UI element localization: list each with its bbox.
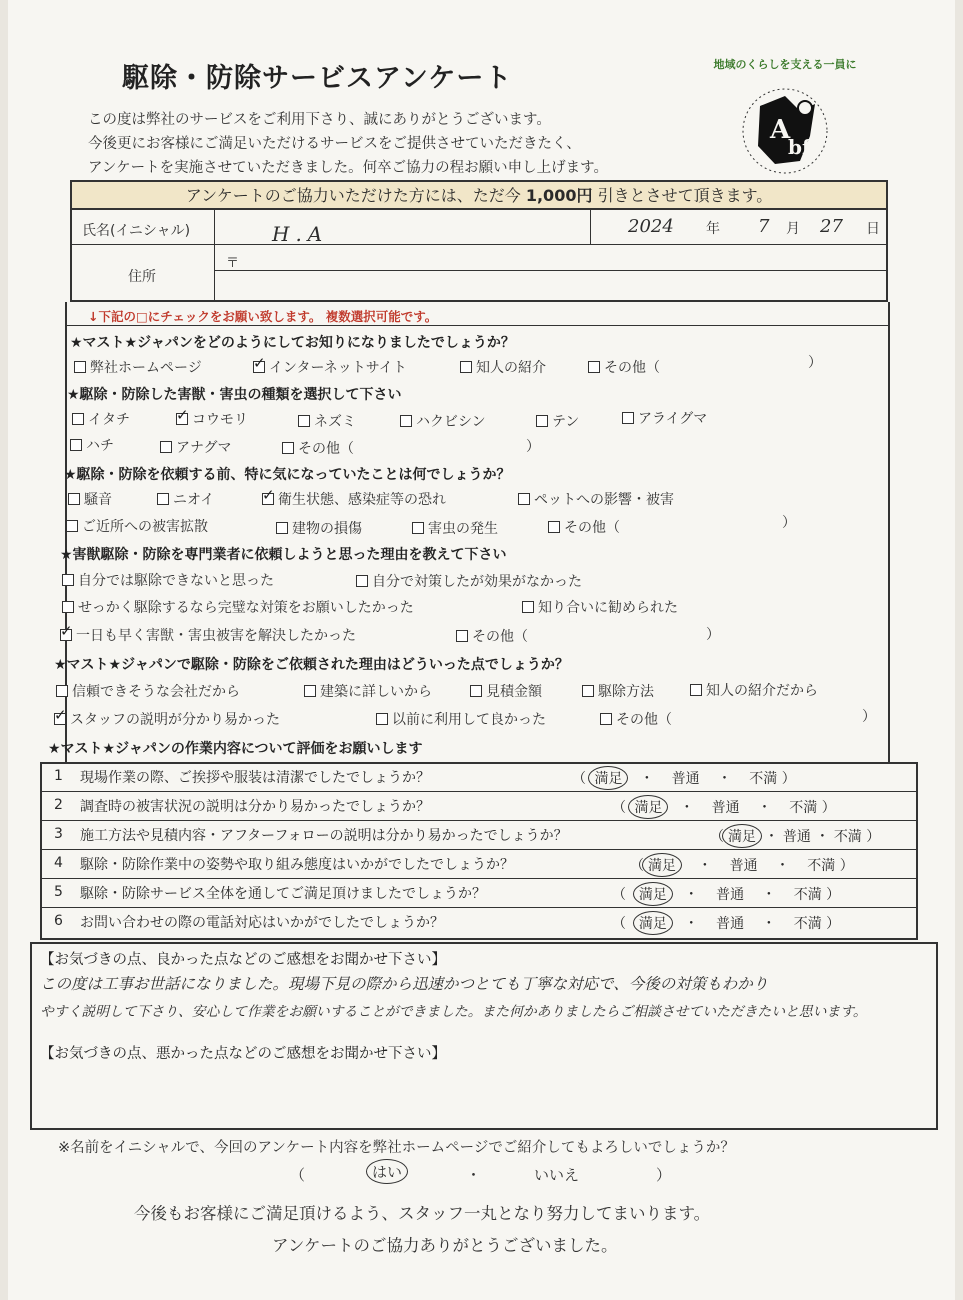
checkbox-icon xyxy=(160,441,172,453)
question-title: ★駆除・防除した害獣・害虫の種類を選択して下さい xyxy=(67,387,402,403)
svg-text:A: A xyxy=(770,115,791,145)
checkbox-icon xyxy=(66,520,78,532)
checkbox-option[interactable]: ご近所への被害拡散 xyxy=(66,516,208,536)
checkbox-icon xyxy=(74,361,86,373)
good-comment-text[interactable]: やすく説明して下さり、安心して作業をお願いすることができました。また何かありましたらご相談させていただきたいと思います。 xyxy=(40,1004,867,1020)
rating-number: 6 xyxy=(54,913,63,929)
closing-line: 今後もお客様にご満足頂けるよう、スタッフ一丸となり努力してまいります。 xyxy=(134,1204,711,1223)
checkbox-option[interactable]: ✓ インターネットサイト xyxy=(253,357,407,377)
close-paren: ） xyxy=(808,355,822,371)
good-comment-label: 【お気づきの点、良かった点などのご感想をお聞かせ下さい】 xyxy=(40,952,446,968)
checkbox-option[interactable]: アライグマ xyxy=(622,408,707,428)
checkbox-icon xyxy=(622,412,634,424)
page-title: 駆除・防除サービスアンケート xyxy=(122,63,513,94)
rating-question: 現場作業の際、ご挨拶や服装は清潔でしたでしょうか？ xyxy=(80,770,430,786)
address-label: 住所 xyxy=(128,269,156,285)
checkbox-icon xyxy=(276,522,288,534)
checkbox-icon xyxy=(470,685,482,697)
checkbox-icon xyxy=(62,574,74,586)
intro-line: この度は弊社のサービスをご利用下さり、誠にありがとうございます。 xyxy=(88,112,551,128)
rating-title: ★マスト★ジャパンの作業内容について評価をお願いします xyxy=(48,741,423,757)
rating-question: 調査時の被害状況の説明は分かり易かったでしょうか？ xyxy=(80,799,430,815)
divider xyxy=(70,244,888,245)
checkbox-icon xyxy=(536,415,548,427)
checkbox-option[interactable]: ✓スタッフの説明が分かり易かった xyxy=(54,709,280,729)
question-title: ★マスト★ジャパンで駆除・防除をご依頼された理由はどういった点でしょうか？ xyxy=(54,657,569,673)
date-year[interactable]: 2024 xyxy=(628,216,674,237)
checkbox-checked-icon xyxy=(176,413,188,425)
rating-selected[interactable]: 満足 xyxy=(642,853,682,877)
checkbox-checked-icon xyxy=(60,629,72,641)
rating-row xyxy=(40,762,918,792)
name-value[interactable]: H.A xyxy=(272,222,329,246)
checkbox-option[interactable]: ✓ 衛生状態、感染症等の恐れ xyxy=(262,489,446,509)
checkbox-option[interactable]: 見積金額 xyxy=(470,681,542,701)
bad-comment-label: 【お気づきの点、悪かった点などのご感想をお聞かせ下さい】 xyxy=(40,1046,446,1062)
checkbox-checked-icon xyxy=(253,361,265,373)
checkbox-icon xyxy=(582,685,594,697)
consent-paren-open: （ xyxy=(290,1166,306,1184)
checkbox-option[interactable]: 信頼できそうな会社だから xyxy=(56,681,240,701)
checkbox-option[interactable]: 知人の紹介だから xyxy=(690,680,818,700)
checkbox-option[interactable]: アナグマ xyxy=(160,437,231,457)
checkbox-option[interactable]: 駆除方法 xyxy=(582,681,654,701)
rating-selected[interactable]: 満足 xyxy=(628,795,668,819)
rating-row xyxy=(40,849,918,879)
rating-choices[interactable]: （ 満足 ・ 普通 ・ 不満 ） xyxy=(612,884,840,904)
checkbox-option[interactable]: ✓一日も早く害獣・害虫被害を解決したかった xyxy=(60,625,356,645)
close-paren: ） xyxy=(782,515,796,531)
checkbox-option[interactable]: その他（ xyxy=(600,709,672,729)
checkbox-icon xyxy=(304,685,316,697)
svg-text:bf: bf xyxy=(788,135,811,159)
checkbox-icon xyxy=(460,361,472,373)
checkbox-icon xyxy=(68,493,80,505)
rating-row xyxy=(40,878,918,908)
question-title: ★害獣駆除・防除を専門業者に依頼しようと思った理由を教えて下さい xyxy=(60,547,507,563)
checkbox-icon xyxy=(72,413,84,425)
checkbox-icon xyxy=(518,493,530,505)
checkbox-option[interactable]: ハクビシン xyxy=(400,411,486,431)
rating-choices[interactable]: （ 満足 ・ 普通 ・ 不満 ） xyxy=(572,768,796,788)
checkbox-option[interactable]: 以前に利用して良かった xyxy=(376,709,546,729)
divider xyxy=(65,325,890,326)
close-paren: ） xyxy=(862,709,876,725)
discount-banner xyxy=(70,180,888,210)
checkbox-icon xyxy=(282,442,294,454)
checkbox-option[interactable]: 自分で対策したが効果がなかった xyxy=(356,571,582,591)
checkbox-icon xyxy=(690,684,702,696)
rating-number: 5 xyxy=(54,884,63,900)
rating-question: 駆除・防除作業中の姿勢や取り組み態度はいかがでしたでしょうか？ xyxy=(80,857,514,873)
checkbox-icon xyxy=(456,630,468,642)
divider xyxy=(590,210,591,244)
checkbox-option[interactable]: テン xyxy=(536,411,579,431)
banner-pre: アンケートのご協力いただけた方には、ただ今 xyxy=(185,186,521,205)
checkbox-option[interactable]: 弊社ホームページ xyxy=(74,357,202,377)
consent-paren-close: ） xyxy=(656,1166,672,1184)
instruction-notice: ↓下記の□にチェックをお願い致します。 複数選択可能です。 xyxy=(88,309,438,324)
name-label: 氏名(イニシャル) xyxy=(82,223,191,239)
checkbox-option[interactable]: その他（ xyxy=(548,517,620,537)
rating-number: 4 xyxy=(54,855,63,871)
checkbox-option[interactable]: ネズミ xyxy=(298,411,356,431)
checkbox-option[interactable]: 建物の損傷 xyxy=(276,518,362,538)
intro-line: アンケートを実施させていただきました。何卒ご協力の程お願い申し上げます。 xyxy=(88,160,608,176)
checkbox-icon xyxy=(56,685,68,697)
date-day[interactable]: 27 xyxy=(820,216,843,237)
checkbox-option[interactable]: その他（ xyxy=(588,357,660,377)
checkbox-icon xyxy=(522,601,534,613)
rating-row xyxy=(40,820,918,850)
rating-question: 駆除・防除サービス全体を通してご満足頂けましたでしょうか？ xyxy=(80,886,486,902)
logo-caption: 地域のくらしを支える一員に xyxy=(713,58,857,71)
question-title: ★マスト★ジャパンをどのようにしてお知りになりましたでしょうか？ xyxy=(70,335,515,351)
divider xyxy=(214,210,215,302)
checkbox-option[interactable]: ニオイ xyxy=(157,489,214,509)
checkbox-option[interactable]: 建築に詳しいから xyxy=(304,681,432,701)
checkbox-option[interactable]: 騒音 xyxy=(68,489,112,509)
checkbox-icon xyxy=(62,601,74,613)
checkbox-checked-icon xyxy=(262,493,274,505)
day-label: 日 xyxy=(866,221,880,237)
banner-post: 引きとさせて頂きます。 xyxy=(597,186,773,205)
rating-selected[interactable]: 満足 xyxy=(722,824,762,848)
checkbox-icon xyxy=(600,713,612,725)
postal-mark: 〒 xyxy=(226,256,240,271)
consent-question: ※名前をイニシャルで、今回のアンケート内容を弊社ホームページでご紹介してもよろしいでしょうか？ xyxy=(58,1140,735,1156)
checkbox-icon xyxy=(356,575,368,587)
checkbox-option[interactable]: ハチ xyxy=(70,435,114,455)
intro-line: 今後更にお客様にご満足いただけるサービスをご提供させていただきたく、 xyxy=(88,136,581,152)
good-comment-text[interactable]: この度は工事お世話になりました。現場下見の際から迅速かつとても丁寧な対応で、今後の対策もわかり xyxy=(40,975,769,993)
banner-amount: 1,000円 xyxy=(525,186,593,205)
consent-sep: ・ xyxy=(466,1166,482,1184)
rating-number: 3 xyxy=(54,826,63,842)
checkbox-option[interactable]: 知り合いに勧められた xyxy=(522,597,678,617)
consent-yes[interactable]: はい xyxy=(368,1162,406,1181)
year-label: 年 xyxy=(706,221,720,237)
date-month[interactable]: 7 xyxy=(758,216,770,237)
checkbox-icon xyxy=(376,713,388,725)
rating-number: 1 xyxy=(54,768,63,784)
divider xyxy=(214,270,888,271)
question-title: ★駆除・防除を依頼する前、特に気になっていたことは何でしょうか？ xyxy=(64,467,511,483)
close-paren: ） xyxy=(526,439,540,455)
checkbox-icon xyxy=(157,493,169,505)
checkbox-option[interactable]: イタチ xyxy=(72,409,130,429)
rating-choices[interactable]: （ 満足 ・ 普通 ・ 不満 ） xyxy=(630,855,854,875)
checkbox-icon xyxy=(588,361,600,373)
checkbox-icon xyxy=(298,415,310,427)
checkbox-option[interactable]: ペットへの影響・被害 xyxy=(518,489,674,509)
rating-selected[interactable]: 満足 xyxy=(588,766,628,790)
checkbox-option[interactable]: ✓ コウモリ xyxy=(176,409,248,429)
checkbox-icon xyxy=(548,521,560,533)
comment-box xyxy=(30,942,938,1130)
rating-choices[interactable]: （ 満足 ・ 普通 ・ 不満 ） xyxy=(612,913,840,933)
rating-selected[interactable]: 満足 xyxy=(633,911,673,935)
intro-text xyxy=(88,108,608,180)
rating-choices[interactable]: （ 満足 ・ 普通 ・ 不満 ） xyxy=(710,826,880,846)
logo-emblem-icon xyxy=(730,76,840,186)
rating-choices[interactable]: （ 満足 ・ 普通 ・ 不満 ） xyxy=(612,797,836,817)
checkbox-option[interactable]: その他（ xyxy=(282,438,354,458)
close-paren: ） xyxy=(706,627,720,643)
checkbox-option[interactable]: 知人の紹介 xyxy=(460,357,546,377)
consent-no[interactable]: いいえ xyxy=(534,1166,580,1184)
checkbox-option[interactable]: 自分では駆除できないと思った xyxy=(62,570,274,590)
checkbox-checked-icon xyxy=(54,713,66,725)
rating-question: 施工方法や見積内容・アフターフォローの説明は分かり易かったでしょうか？ xyxy=(80,828,568,844)
checkbox-option[interactable]: その他（ xyxy=(456,626,528,646)
checkbox-icon xyxy=(70,439,82,451)
rating-selected[interactable]: 満足 xyxy=(633,882,673,906)
rating-row xyxy=(40,791,918,821)
checkbox-icon xyxy=(412,522,424,534)
rating-question: お問い合わせの際の電話対応はいかがでしたでしょうか？ xyxy=(80,915,444,931)
month-label: 月 xyxy=(786,221,800,237)
checkbox-option[interactable]: せっかく駆除するなら完璧な対策をお願いしたかった xyxy=(62,597,414,617)
rating-row xyxy=(40,907,918,937)
closing-thanks: アンケートのご協力ありがとうございました。 xyxy=(272,1236,618,1255)
checkbox-option[interactable]: 害虫の発生 xyxy=(412,518,498,538)
rating-number: 2 xyxy=(54,797,63,813)
company-logo xyxy=(690,56,880,188)
checkbox-icon xyxy=(400,415,412,427)
